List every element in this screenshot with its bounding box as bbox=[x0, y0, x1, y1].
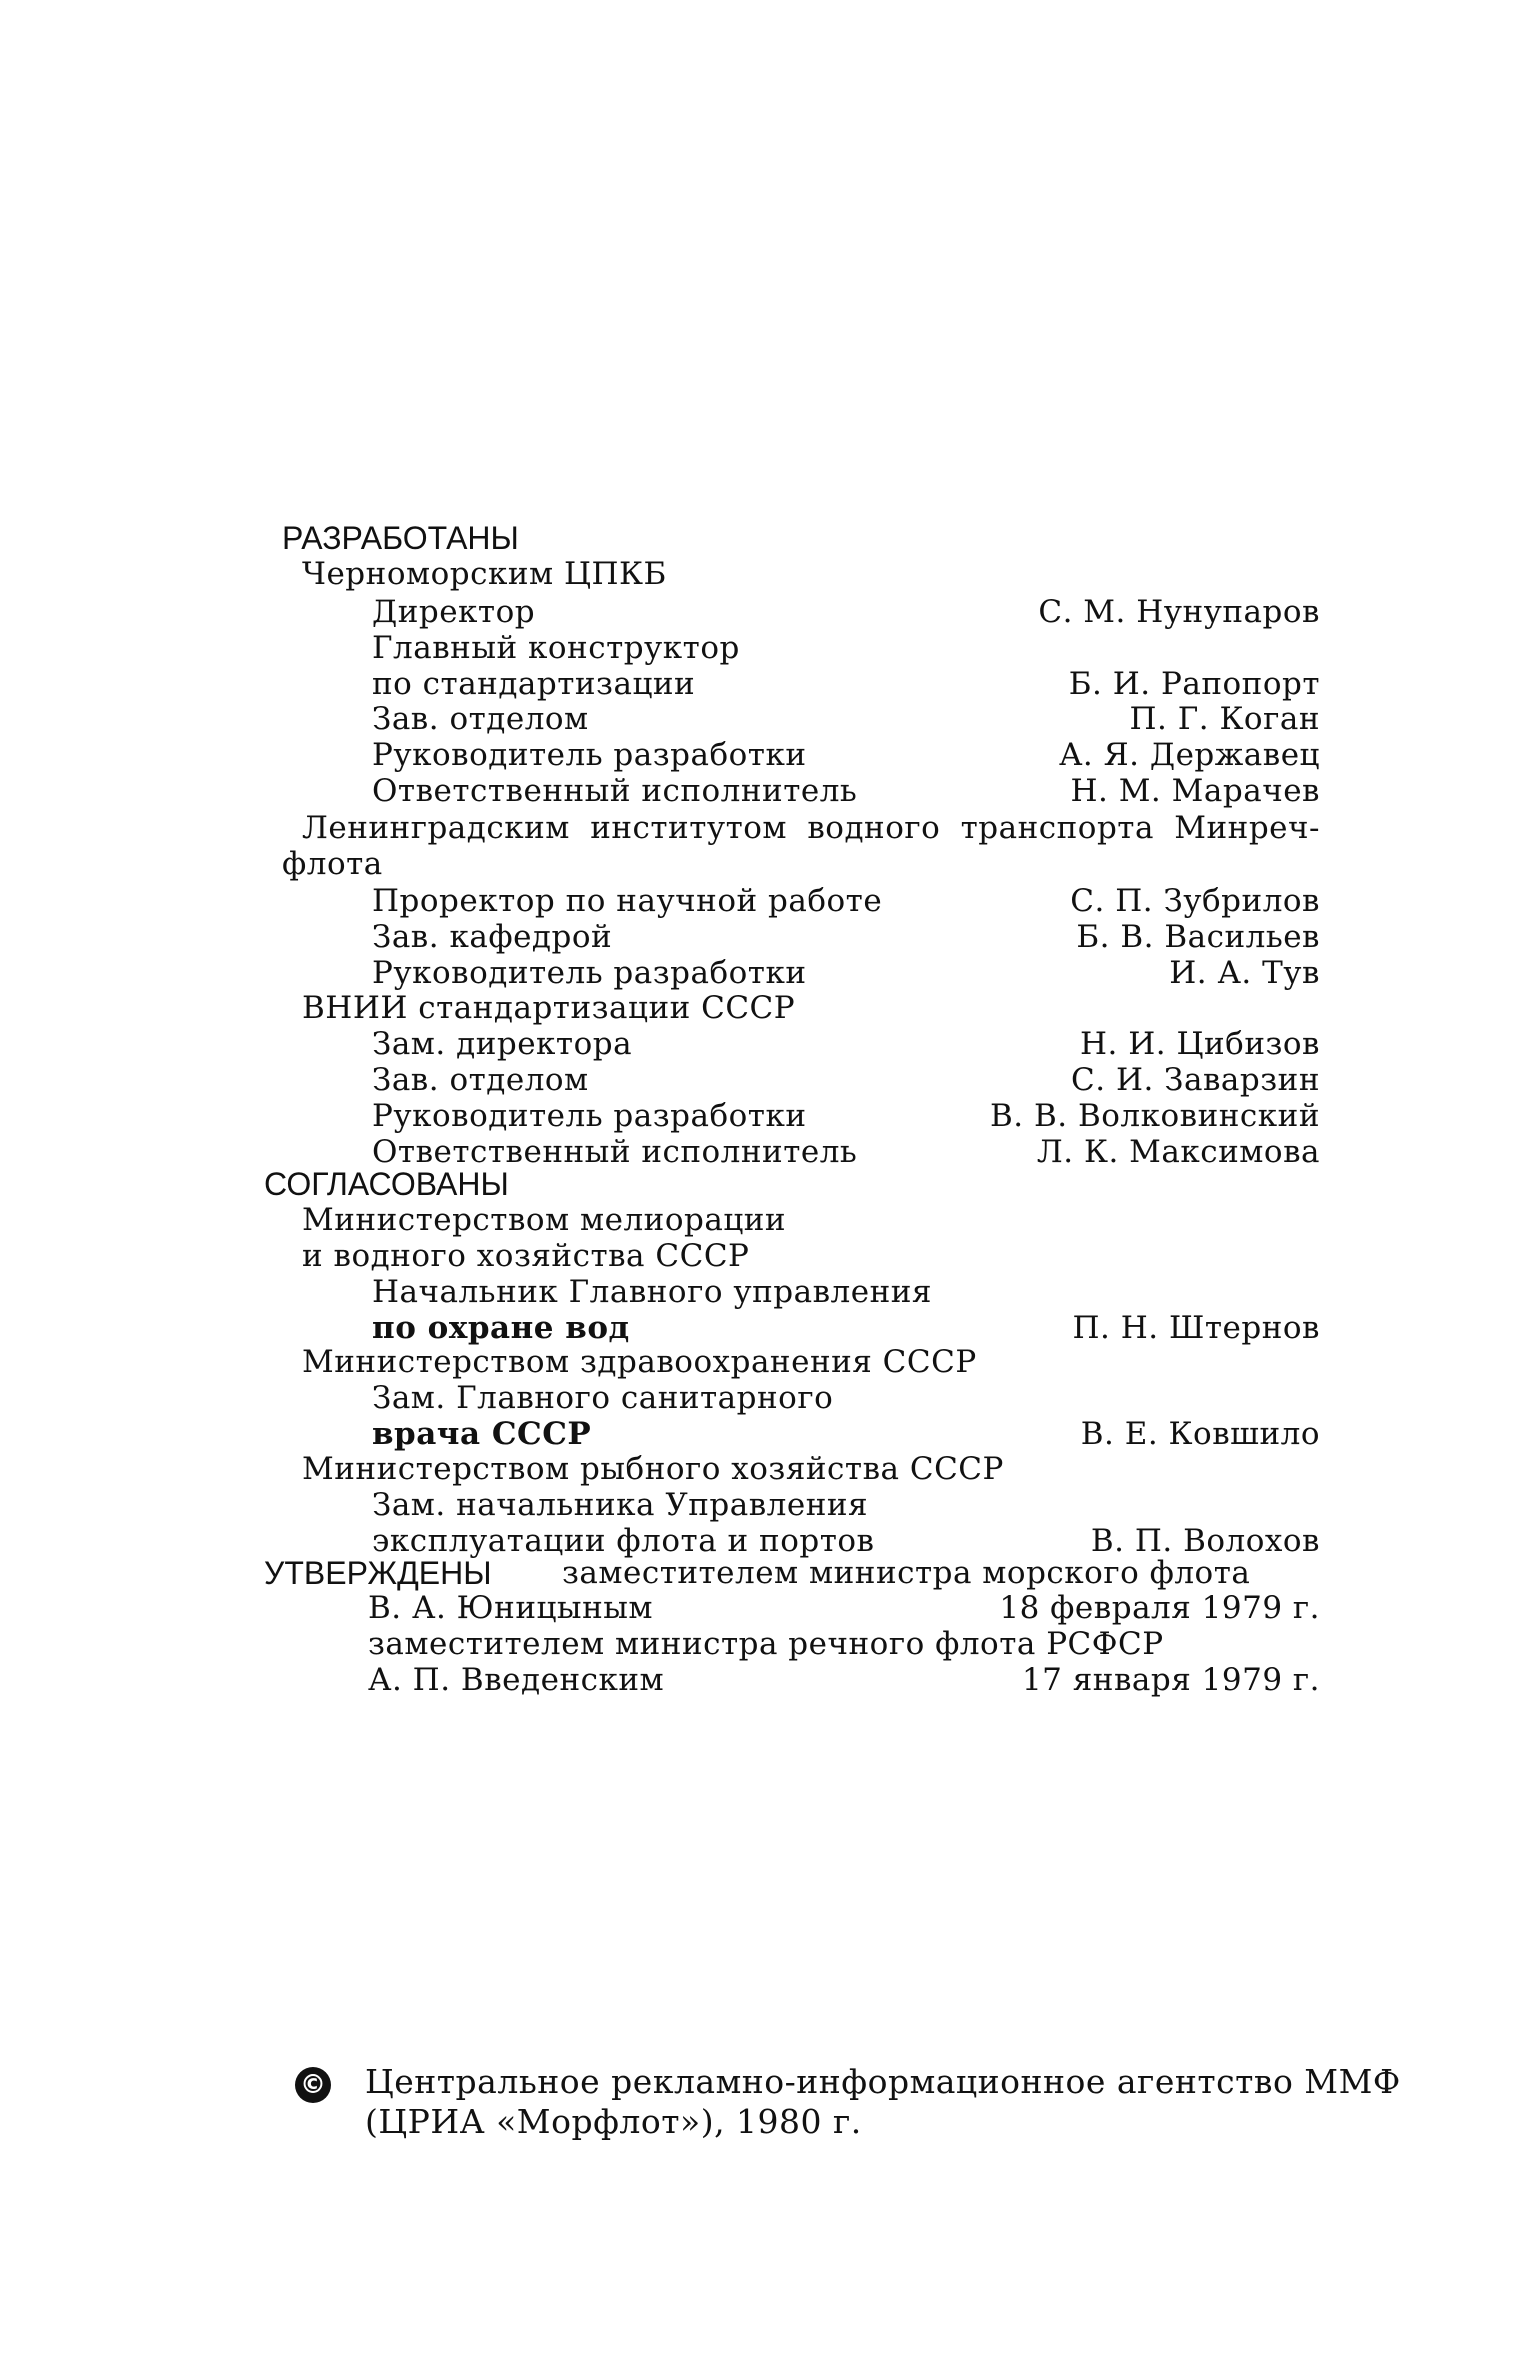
name-tuv: И. А. Тув bbox=[1169, 955, 1320, 991]
name-volkovinsky: В. В. Волковинский bbox=[990, 1098, 1320, 1134]
role-deputy-sanitary: Зам. Главного санитарного bbox=[372, 1380, 834, 1416]
name-nunuparov: С. М. Нунупаров bbox=[1038, 594, 1320, 630]
role-deputy-head-dept-l2: эксплуатации флота и портов bbox=[372, 1523, 875, 1559]
role-lead-developer-3: Руководитель разработки bbox=[372, 1098, 807, 1134]
org-ministry-melioration-l1: Министерством мелиорации bbox=[302, 1202, 787, 1238]
date-approval-2: 17 января 1979 г. bbox=[1021, 1662, 1320, 1698]
role-lead-developer: Руководитель разработки bbox=[372, 737, 807, 773]
name-tsibizov: Н. И. Цибизов bbox=[1079, 1026, 1320, 1062]
role-deputy-sanitary-l2: врача СССР bbox=[372, 1416, 592, 1452]
org-chernomorsky-cpkb: Черноморским ЦПКБ bbox=[302, 556, 667, 592]
footer-publisher: Центральное рекламно-информационное агентство ММФ bbox=[365, 2062, 1401, 2101]
name-maksimova: Л. К. Максимова bbox=[1036, 1134, 1320, 1170]
role-lead-developer-2: Руководитель разработки bbox=[372, 955, 807, 991]
date-approval-1: 18 февраля 1979 г. bbox=[999, 1590, 1320, 1626]
name-vvedensky: А. П. Введенским bbox=[368, 1662, 665, 1698]
role-chief-designer-l1: Главный конструктор bbox=[372, 630, 740, 666]
name-vasiliev: Б. В. Васильев bbox=[1076, 919, 1320, 955]
name-marachev: Н. М. Марачев bbox=[1070, 773, 1320, 809]
footer-publisher-l2: (ЦРИА «Морфлот»), 1980 г. bbox=[365, 2102, 862, 2141]
role-head-main-dept: Начальник Главного управления bbox=[372, 1274, 932, 1310]
role-prorector: Проректор по научной работе bbox=[372, 883, 883, 919]
role-responsible-2: Ответственный исполнитель bbox=[372, 1134, 858, 1170]
name-volokhov: В. П. Волохов bbox=[1090, 1523, 1320, 1559]
approved-heading: УТВЕРЖДЕНЫ bbox=[264, 1555, 492, 1591]
org-vnii-standard: ВНИИ стандартизации СССР bbox=[302, 990, 796, 1026]
copyright-icon: © bbox=[295, 2067, 331, 2103]
name-yunitsyn: В. А. Юницыным bbox=[368, 1590, 654, 1626]
name-derzhavets: А. Я. Державец bbox=[1058, 737, 1320, 773]
approved-by-sea-fleet: заместителем министра морского флота bbox=[562, 1555, 1251, 1591]
role-deputy-director: Зам. директора bbox=[372, 1026, 633, 1062]
role-head-main-dept-l2: по охране вод bbox=[372, 1310, 630, 1346]
name-rapoport: Б. И. Рапопорт bbox=[1068, 666, 1320, 702]
org-leningrad-institute-l1: Ленинградским институтом водного транспорта Минреч- bbox=[302, 810, 1320, 846]
org-ministry-melioration-l2: и водного хозяйства СССР bbox=[302, 1238, 750, 1274]
developed-heading: РАЗРАБОТАНЫ bbox=[282, 520, 519, 556]
org-leningrad-institute-l2: флота bbox=[282, 846, 383, 882]
role-deputy-head-dept: Зам. начальника Управления bbox=[372, 1487, 869, 1523]
role-head-dept-2: Зав. отделом bbox=[372, 1062, 589, 1098]
role-chief-designer-l2: по стандартизации bbox=[372, 666, 696, 702]
role-responsible: Ответственный исполнитель bbox=[372, 773, 858, 809]
role-director: Директор bbox=[372, 594, 536, 630]
org-ministry-health: Министерством здравоохранения СССР bbox=[302, 1344, 977, 1380]
agreed-heading: СОГЛАСОВАНЫ bbox=[264, 1166, 509, 1202]
name-zubrilov: С. П. Зубрилов bbox=[1070, 883, 1320, 919]
name-zavarzin: С. И. Заварзин bbox=[1071, 1062, 1320, 1098]
role-head-chair: Зав. кафедрой bbox=[372, 919, 613, 955]
name-shternov: П. Н. Штернов bbox=[1072, 1310, 1320, 1346]
name-kogan: П. Г. Коган bbox=[1129, 701, 1320, 737]
org-ministry-fisheries: Министерством рыбного хозяйства СССР bbox=[302, 1451, 1004, 1487]
role-head-dept: Зав. отделом bbox=[372, 701, 589, 737]
approved-by-river-fleet: заместителем министра речного флота РСФСР bbox=[368, 1626, 1164, 1662]
name-kovshilo: В. Е. Ковшило bbox=[1080, 1416, 1320, 1452]
